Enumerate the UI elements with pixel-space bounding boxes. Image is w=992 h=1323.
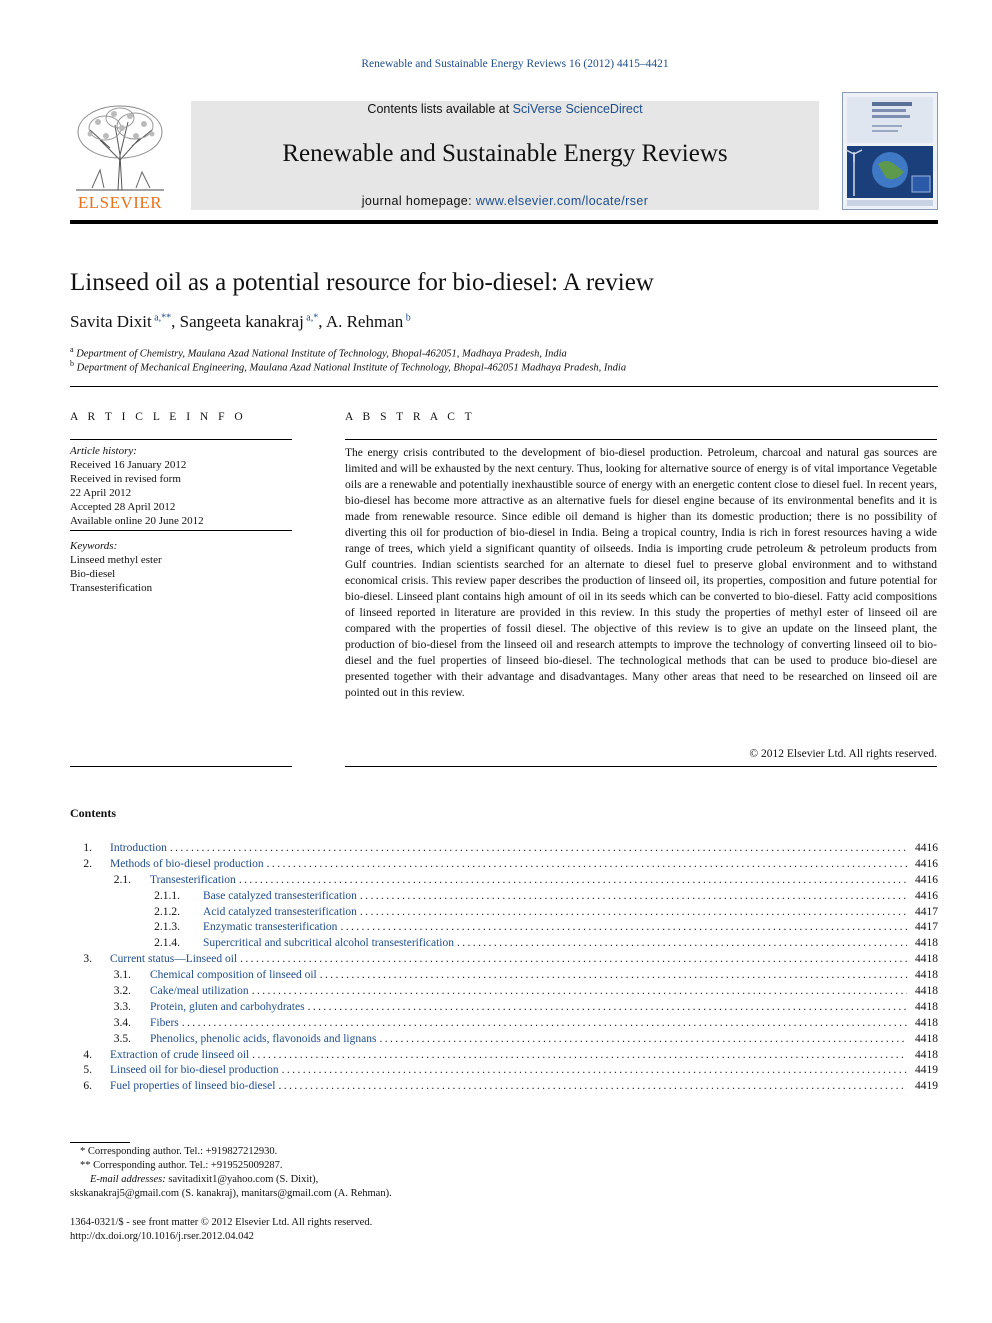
toc-page: 4418	[915, 1032, 938, 1045]
toc-leader-dots	[170, 842, 907, 854]
history-received: Received 16 January 2012	[70, 459, 187, 471]
toc-page: 4418	[915, 969, 938, 982]
toc-page: 4417	[915, 905, 938, 918]
toc-number: 2.	[83, 857, 92, 870]
toc-title[interactable]: Extraction of crude linseed oil	[110, 1048, 250, 1061]
keywords-label: Keywords:	[70, 540, 118, 552]
author-marks[interactable]: a,**	[154, 312, 172, 324]
email-label: E-mail addresses:	[90, 1174, 166, 1185]
author-name[interactable]: Savita Dixit	[70, 312, 152, 331]
toc-number: 2.1.2.	[154, 905, 180, 918]
toc-number: 5.	[83, 1064, 92, 1077]
toc-number: 3.1.	[113, 969, 131, 982]
toc-number: 2.1.1.	[154, 889, 180, 902]
toc-entry[interactable]	[70, 953, 938, 969]
history-accepted: Accepted 28 April 2012	[70, 501, 176, 513]
toc-page: 4416	[915, 857, 938, 870]
toc-entry[interactable]	[70, 1033, 938, 1049]
issn-line: 1364-0321/$ - see front matter © 2012 Elsevier Ltd. All rights reserved.	[70, 1217, 373, 1228]
toc-entry[interactable]	[70, 1001, 938, 1017]
toc-entry[interactable]	[70, 937, 938, 953]
toc-leader-dots	[182, 1017, 907, 1029]
toc-entry[interactable]	[70, 842, 938, 858]
toc-page: 4419	[915, 1064, 938, 1077]
toc-page: 4418	[915, 985, 938, 998]
toc-page: 4416	[915, 842, 938, 854]
toc-number: 3.	[83, 953, 92, 966]
toc-leader-dots	[267, 858, 907, 870]
affiliation-b	[70, 359, 626, 374]
toc-leader-dots	[379, 1033, 907, 1045]
toc-title[interactable]: Base catalyzed transesterification	[203, 889, 357, 902]
toc-leader-dots	[240, 953, 907, 965]
toc-title[interactable]: Chemical composition of linseed oil	[150, 969, 317, 982]
toc-entry[interactable]	[70, 1080, 938, 1096]
toc-leader-dots	[340, 921, 907, 933]
cover-image-icon	[842, 92, 938, 210]
toc-entry[interactable]	[70, 921, 938, 937]
toc-entry[interactable]	[70, 985, 938, 1001]
article-info-bottom-rule	[70, 766, 292, 767]
toc-number: 2.1.3.	[154, 921, 180, 934]
toc-title[interactable]: Introduction	[110, 842, 167, 854]
email-line	[90, 1174, 318, 1185]
header-divider	[70, 220, 938, 224]
affiliation-mark: a	[70, 345, 74, 354]
toc-title[interactable]: Current status—Linseed oil	[110, 953, 238, 966]
toc-entry[interactable]	[70, 1017, 938, 1033]
toc-number: 4.	[83, 1048, 92, 1061]
toc-title[interactable]: Transesterification	[150, 873, 236, 886]
footnote-rule	[70, 1142, 130, 1143]
toc-number: 3.4.	[113, 1016, 131, 1029]
toc-title[interactable]: Acid catalyzed transesterification	[203, 905, 357, 918]
contents-heading: Contents	[70, 806, 117, 820]
abstract-heading: A B S T R A C T	[345, 411, 476, 423]
toc-leader-dots	[278, 1080, 907, 1092]
abstract-body: The energy crisis contributed to the development of bio-diesel production. Petroleum, charcoal and natural gas sources are limited and will be exhausted by the next century. Thus, looking for alternative source of energy is of vital importance Vegetable oils are a renewable and potentially inexhaustible source of energy with an energetic content close to diesel fuel. In recent years, bio-diesel has become more attractive as an alternative fuels for diesel engine because of its environmental benefits and it is made from renewable resource. Since edible oil demand is higher than its domestic production; there is no possibility of diverting this oil for production of bio-diesel in India. Being a tropical country, India is rich in forest resources having a wide range of trees, which yield a significant quantity of oilseeds. India is importing crude petroleum & petroleum products from Gulf countries. Indian scientists searched for an alternate to diesel fuel to preserve global environment and to withstand economical crisis. This review paper describes the production of linseed oil, its properties, composition and future potential for bio-diesel. Linseed plant contains high amount of oil in its seeds which can be converted to bio-diesel. Fatty acid compositions of linseed reported in literature are provided in this review. In this study the properties of methyl ester of linseed oil are compared with the properties of fossil diesel. The objective of this review is to give an update on the linseed plant, the production of bio-diesel from the linseed oil and research attempts to improve the technology of converting linseed oil to bio-diesel and the fuel properties of linseed bio-diesel. The technological methods that can be used to produce bio-diesel are presented together with their advantage and disadvantages. Many other areas that need to be researched on linseed oil are pointed out in this review.	[345, 447, 937, 699]
article-info-heading: A R T I C L E I N F O	[70, 411, 247, 423]
toc-page: 4418	[915, 937, 938, 950]
author-marks[interactable]: a,*	[306, 312, 319, 324]
toc-title[interactable]: Fibers	[150, 1016, 179, 1029]
toc-number: 1.	[83, 842, 92, 854]
toc-title[interactable]: Methods of bio-diesel production	[110, 857, 264, 870]
toc-title[interactable]: Enzymatic transesterification	[203, 921, 338, 934]
author-list: Savita Dixit $^{a,**}$, Sangeeta kanakraj $^{a,*}$, A. Rehman $^b$	[70, 312, 411, 331]
toc-page: 4418	[915, 953, 938, 966]
homepage-prefix: journal homepage:	[361, 194, 476, 208]
email-others[interactable]: skskanakraj5@gmail.com (S. kanakraj), manitars@gmail.com (A. Rehman).	[70, 1188, 392, 1199]
tree-icon	[70, 100, 170, 192]
toc-leader-dots	[320, 969, 907, 981]
history-online: Available online 20 June 2012	[70, 515, 204, 527]
toc-leader-dots	[360, 906, 907, 918]
author-name[interactable]: Sangeeta kanakraj	[179, 312, 304, 331]
toc-leader-dots	[457, 937, 907, 949]
toc-number: 3.3.	[113, 1000, 131, 1013]
elsevier-wordmark: ELSEVIER	[77, 193, 163, 212]
toc-entry[interactable]	[70, 874, 938, 890]
toc-leader-dots	[252, 1049, 907, 1061]
toc-number: 2.1.4.	[154, 937, 180, 950]
email-dixit[interactable]: savitadixit1@yahoo.com (S. Dixit),	[165, 1174, 319, 1185]
toc-page: 4418	[915, 1048, 938, 1061]
affiliation-text: Department of Chemistry, Maulana Azad National Institute of Technology, Bhopal-462051, Madhaya Pradesh, India	[76, 348, 567, 360]
affiliation-divider	[70, 386, 938, 387]
keywords-rule	[70, 530, 292, 531]
contents-available-line	[191, 102, 819, 116]
toc-entry[interactable]	[70, 890, 938, 906]
history-label: Article history:	[70, 445, 137, 457]
affiliation-a	[70, 345, 567, 360]
toc-leader-dots	[239, 874, 907, 886]
affiliation-text: Department of Mechanical Engineering, Maulana Azad National Institute of Technology, Bhopal-462051 Madhaya Pradesh, India	[76, 362, 627, 374]
journal-homepage-line	[191, 194, 819, 208]
toc-leader-dots	[360, 890, 907, 902]
toc-title[interactable]: Cake/meal utilization	[150, 985, 249, 998]
toc-page: 4416	[915, 873, 938, 886]
affiliation-mark: b	[70, 359, 74, 368]
toc-title[interactable]: Supercritical and subcritical alcohol transesterification	[203, 937, 454, 950]
toc-entry[interactable]	[70, 906, 938, 922]
toc-leader-dots	[308, 1001, 907, 1013]
journal-name: Renewable and Sustainable Energy Reviews	[282, 140, 728, 167]
toc-page: 4418	[915, 1016, 938, 1029]
corresponding-author-2: ** Corresponding author. Tel.: +919525009287.	[80, 1160, 283, 1171]
history-revised-label: Received in revised form	[70, 473, 181, 485]
homepage-link[interactable]: www.elsevier.com/locate/rser	[475, 194, 649, 208]
toc-title[interactable]: Protein, gluten and carbohydrates	[150, 1000, 305, 1013]
toc-page: 4418	[915, 1000, 938, 1013]
abstract-bottom-rule	[345, 766, 937, 767]
toc-entry[interactable]	[70, 1064, 938, 1080]
abstract-rule	[345, 439, 937, 440]
history-revised-date: 22 April 2012	[70, 487, 132, 499]
toc-page: 4416	[915, 889, 938, 902]
keyword: Transesterification	[70, 582, 153, 594]
author-name[interactable]: A. Rehman	[325, 312, 404, 331]
toc-leader-dots	[252, 985, 907, 997]
toc-title[interactable]: Phenolics, phenolic acids, flavonoids and lignans	[150, 1032, 377, 1045]
toc-title[interactable]: Linseed oil for bio-diesel production	[110, 1064, 279, 1077]
toc-entry[interactable]	[70, 858, 938, 874]
keyword: Linseed methyl ester	[70, 554, 162, 566]
toc-entry[interactable]	[70, 1049, 938, 1065]
keyword: Bio-diesel	[70, 568, 116, 580]
sciencedirect-link[interactable]: SciVerse ScienceDirect	[512, 102, 643, 116]
author-marks[interactable]: b	[405, 312, 411, 324]
article-info-panel	[70, 440, 292, 595]
journal-cover-thumbnail[interactable]	[842, 92, 938, 210]
toc-number: 3.2.	[113, 985, 131, 998]
doi-link[interactable]: http://dx.doi.org/10.1016/j.rser.2012.04.042	[70, 1231, 254, 1242]
toc-page: 4419	[915, 1080, 938, 1093]
toc-number: 2.1.	[113, 873, 131, 886]
contents-prefix: Contents lists available at	[367, 102, 513, 116]
corresponding-author-1: * Corresponding author. Tel.: +919827212930.	[80, 1146, 278, 1157]
abstract-copyright: © 2012 Elsevier Ltd. All rights reserved.	[749, 748, 937, 760]
toc-entry[interactable]	[70, 969, 938, 985]
toc-number: 3.5.	[113, 1032, 131, 1045]
table-of-contents	[70, 842, 938, 1096]
toc-page: 4417	[915, 921, 938, 934]
toc-leader-dots	[282, 1064, 907, 1076]
toc-title[interactable]: Fuel properties of linseed bio-diesel	[110, 1080, 276, 1093]
journal-citation[interactable]: Renewable and Sustainable Energy Reviews 16 (2012) 4415–4421	[361, 58, 669, 70]
article-title: Linseed oil as a potential resource for bio-diesel: A review	[70, 269, 654, 296]
toc-number: 6.	[83, 1080, 92, 1093]
